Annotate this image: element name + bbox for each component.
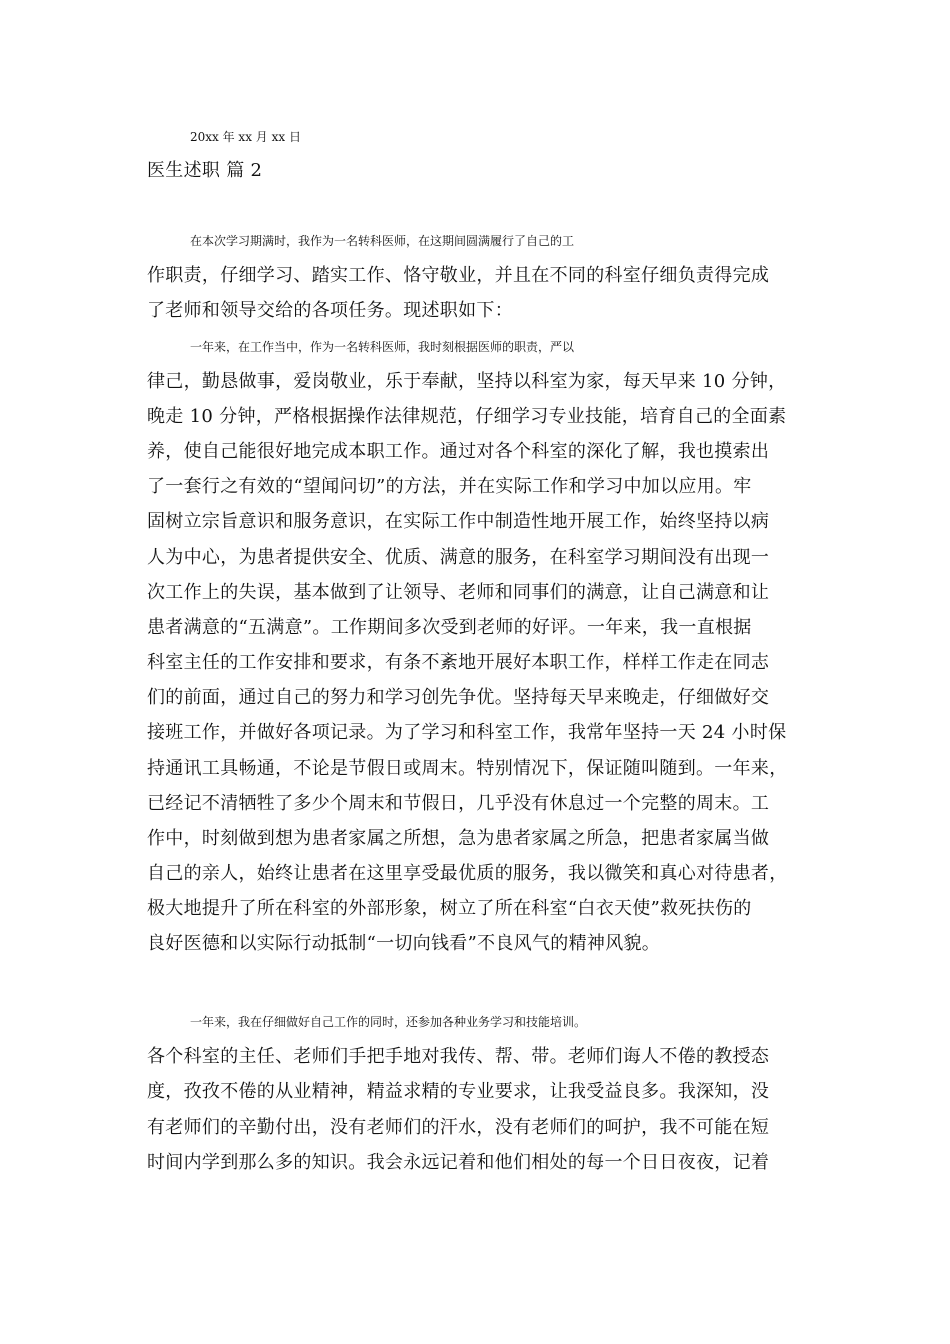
- text-line: 有老师们的辛勤付出，没有老师们的汗水，没有老师们的呵护，我不可能在短: [147, 1117, 770, 1138]
- text-line: 一年来，在工作当中，作为一名转科医师，我时刻根据医师的职责，严以: [190, 340, 575, 354]
- text-line: 养，使自己能很好地完成本职工作。通过对各个科室的深化了解，我也摸索出: [147, 441, 770, 462]
- text-line: 接班工作，并做好各项记录。为了学习和科室工作，我常年坚持一天 24 小时保: [147, 722, 787, 743]
- document-date: 20xx 年 xx 月 xx 日: [190, 130, 301, 144]
- text-line: 持通讯工具畅通，不论是节假日或周末。特别情况下，保证随叫随到。一年来，: [147, 758, 788, 779]
- text-line: 各个科室的主任、老师们手把手地对我传、帮、带。老师们诲人不倦的教授态: [147, 1046, 770, 1067]
- text-line: 固树立宗旨意识和服务意识，在实际工作中制造性地开展工作，始终坚持以病: [147, 511, 770, 532]
- text-line: 患者满意的“五满意”。工作期间多次受到老师的好评。一年来，我一直根据: [147, 617, 752, 638]
- text-line: 时间内学到那么多的知识。我会永远记着和他们相处的每一个日日夜夜，记着: [147, 1152, 770, 1173]
- text-line: 作职责，仔细学习、踏实工作、恪守敬业，并且在不同的科室仔细负责得完成: [147, 265, 770, 286]
- text-line: 了老师和领导交给的各项任务。现述职如下：: [147, 300, 513, 321]
- text-line: 次工作上的失误，基本做到了让领导、老师和同事们的满意，让自己满意和让: [147, 582, 770, 603]
- text-line: 已经记不清牺牲了多少个周末和节假日，几乎没有休息过一个完整的周末。工: [147, 793, 770, 814]
- text-line: 作中，时刻做到想为患者家属之所想，急为患者家属之所急，把患者家属当做: [147, 828, 770, 849]
- document-heading: 医生述职 篇 2: [147, 160, 263, 181]
- text-line: 一年来，我在仔细做好自己工作的同时，还参加各种业务学习和技能培训。: [190, 1015, 587, 1029]
- text-line: 们的前面，通过自己的努力和学习创先争优。坚持每天早来晚走，仔细做好交: [147, 687, 770, 708]
- text-line: 晚走 10 分钟，严格根据操作法律规范，仔细学习专业技能，培育自己的全面素: [147, 406, 787, 427]
- text-line: 良好医德和以实际行动抵制“一切向钱看”不良风气的精神风貌。: [147, 933, 661, 954]
- text-line: 在本次学习期满时，我作为一名转科医师，在这期间圆满履行了自己的工: [190, 234, 575, 248]
- text-line: 自己的亲人，始终让患者在这里享受最优质的服务，我以微笑和真心对待患者，: [147, 863, 788, 884]
- text-line: 人为中心，为患者提供安全、优质、满意的服务，在科室学习期间没有出现一: [147, 547, 770, 568]
- text-line: 科室主任的工作安排和要求，有条不紊地开展好本职工作，样样工作走在同志: [147, 652, 770, 673]
- text-line: 律己，勤恳做事，爱岗敬业，乐于奉献，坚持以科室为家，每天早来 10 分钟，: [147, 371, 787, 392]
- text-line: 度，孜孜不倦的从业精神，精益求精的专业要求，让我受益良多。我深知，没: [147, 1081, 770, 1102]
- text-line: 极大地提升了所在科室的外部形象，树立了所在科室“白衣天使”救死扶伤的: [147, 898, 752, 919]
- text-line: 了一套行之有效的“望闻问切”的方法，并在实际工作和学习中加以应用。牢: [147, 476, 752, 497]
